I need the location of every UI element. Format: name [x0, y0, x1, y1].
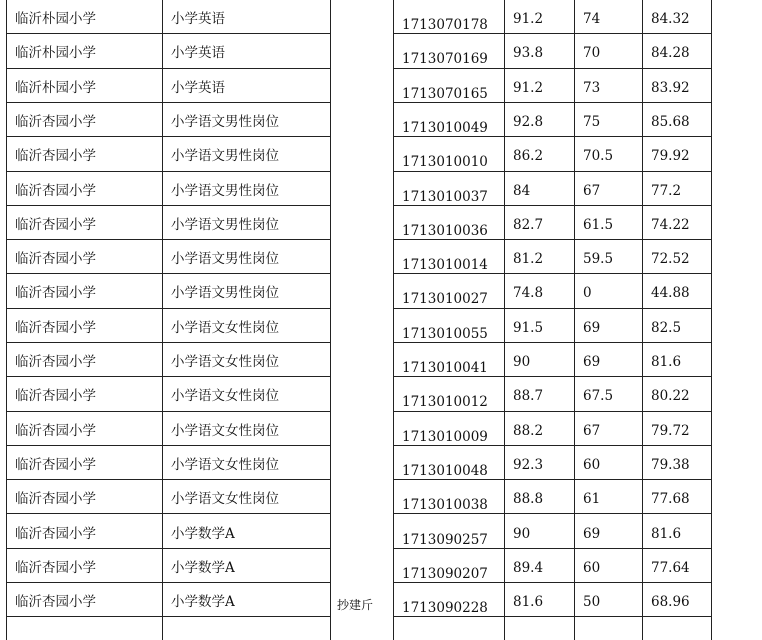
school-cell: 临沂杏园小学 [15, 183, 96, 199]
table-row-divider [393, 102, 712, 103]
total-score-cell: 85.68 [651, 114, 690, 130]
total-score-cell: 79.72 [651, 423, 690, 439]
written-score-cell: 90 [513, 526, 531, 542]
written-score-cell: 91.2 [513, 80, 544, 96]
interview-score-cell: 60 [583, 560, 601, 576]
interview-score-cell: 69 [583, 354, 601, 370]
interview-score-cell: 61.5 [583, 217, 614, 233]
school-cell: 临沂杏园小学 [15, 423, 96, 439]
position-cell: 小学语文女性岗位 [171, 457, 279, 473]
total-score-cell: 77.68 [651, 491, 690, 507]
written-score-cell: 91.2 [513, 11, 544, 27]
total-score-cell: 77.2 [651, 183, 682, 199]
school-cell: 临沂杏园小学 [15, 526, 96, 542]
written-score-cell: 92.8 [513, 114, 544, 130]
position-cell: 小学语文男性岗位 [171, 114, 279, 130]
stray-text: 抄建斤 [337, 598, 374, 612]
table-column-divider [6, 0, 7, 640]
table-row-divider [393, 445, 712, 446]
table-row-divider [393, 205, 712, 206]
table-row-divider [393, 479, 712, 480]
interview-score-cell: 0 [583, 285, 592, 301]
table-row-divider [6, 479, 331, 480]
position-cell: 小学语文女性岗位 [171, 423, 279, 439]
table-row-divider [393, 411, 712, 412]
school-cell: 临沂杏园小学 [15, 560, 96, 576]
table-column-divider [711, 0, 712, 640]
school-cell: 临沂杏园小学 [15, 217, 96, 233]
position-cell: 小学英语 [171, 45, 225, 61]
position-cell: 小学数学A [171, 594, 235, 610]
table-row-divider [393, 513, 712, 514]
position-cell: 小学语文女性岗位 [171, 491, 279, 507]
interview-score-cell: 60 [583, 457, 601, 473]
school-cell: 临沂杏园小学 [15, 114, 96, 130]
table-row-divider [6, 273, 331, 274]
total-score-cell: 84.28 [651, 45, 690, 61]
position-cell: 小学英语 [171, 80, 225, 96]
written-score-cell: 81.2 [513, 251, 544, 267]
exam-id-cell: 1713010036 [402, 223, 488, 239]
written-score-cell: 86.2 [513, 148, 544, 164]
school-cell: 临沂杏园小学 [15, 251, 96, 267]
table-column-divider [642, 0, 643, 640]
total-score-cell: 68.96 [651, 594, 690, 610]
written-score-cell: 81.6 [513, 594, 544, 610]
school-cell: 临沂朴园小学 [15, 80, 96, 96]
total-score-cell: 81.6 [651, 526, 682, 542]
school-cell: 临沂杏园小学 [15, 354, 96, 370]
written-score-cell: 93.8 [513, 45, 544, 61]
table-row-divider [393, 171, 712, 172]
school-cell: 临沂杏园小学 [15, 148, 96, 164]
total-score-cell: 79.38 [651, 457, 690, 473]
interview-score-cell: 67 [583, 423, 601, 439]
exam-id-cell: 1713070169 [402, 51, 488, 67]
total-score-cell: 81.6 [651, 354, 682, 370]
interview-score-cell: 74 [583, 11, 601, 27]
interview-score-cell: 50 [583, 594, 601, 610]
exam-id-cell: 1713010012 [402, 394, 488, 410]
position-cell: 小学语文男性岗位 [171, 251, 279, 267]
total-score-cell: 72.52 [651, 251, 690, 267]
table-column-divider [504, 0, 505, 640]
total-score-cell: 84.32 [651, 11, 690, 27]
table-column-divider [574, 0, 575, 640]
exam-id-cell: 1713010027 [402, 291, 488, 307]
interview-score-cell: 67 [583, 183, 601, 199]
exam-id-cell: 1713090228 [402, 600, 488, 616]
written-score-cell: 88.8 [513, 491, 544, 507]
table-row-divider [393, 33, 712, 34]
table-column-divider [330, 0, 331, 640]
position-cell: 小学数学A [171, 560, 235, 576]
table-row-divider [6, 376, 331, 377]
exam-id-cell: 1713090207 [402, 566, 488, 582]
table-row-divider [393, 582, 712, 583]
table-row-divider [393, 239, 712, 240]
interview-score-cell: 73 [583, 80, 601, 96]
table-row-divider [6, 205, 331, 206]
exam-id-cell: 1713090257 [402, 532, 488, 548]
table-row-divider [6, 513, 331, 514]
position-cell: 小学数学A [171, 526, 235, 542]
table-row-divider [6, 445, 331, 446]
written-score-cell: 74.8 [513, 285, 544, 301]
written-score-cell: 92.3 [513, 457, 544, 473]
interview-score-cell: 69 [583, 526, 601, 542]
table-row-divider [393, 376, 712, 377]
total-score-cell: 44.88 [651, 285, 690, 301]
total-score-cell: 79.92 [651, 148, 690, 164]
total-score-cell: 77.64 [651, 560, 690, 576]
total-score-cell: 80.22 [651, 388, 690, 404]
table-row-divider [6, 411, 331, 412]
exam-id-cell: 1713070178 [402, 17, 488, 33]
table-row-divider [393, 68, 712, 69]
exam-id-cell: 1713010049 [402, 120, 488, 136]
written-score-cell: 88.7 [513, 388, 544, 404]
total-score-cell: 74.22 [651, 217, 690, 233]
written-score-cell: 88.2 [513, 423, 544, 439]
table-column-divider [162, 0, 163, 640]
exam-id-cell: 1713010010 [402, 154, 488, 170]
interview-score-cell: 69 [583, 320, 601, 336]
position-cell: 小学语文男性岗位 [171, 217, 279, 233]
written-score-cell: 90 [513, 354, 531, 370]
exam-id-cell: 1713010014 [402, 257, 488, 273]
written-score-cell: 91.5 [513, 320, 544, 336]
table-row-divider [393, 616, 712, 617]
exam-id-cell: 1713010055 [402, 326, 488, 342]
table-row-divider [6, 308, 331, 309]
table-row-divider [6, 582, 331, 583]
total-score-cell: 83.92 [651, 80, 690, 96]
table-row-divider [6, 102, 331, 103]
exam-id-cell: 1713010048 [402, 463, 488, 479]
table-column-divider [393, 0, 394, 640]
interview-score-cell: 59.5 [583, 251, 614, 267]
position-cell: 小学英语 [171, 11, 225, 27]
exam-id-cell: 1713010038 [402, 497, 488, 513]
table-row-divider [6, 616, 331, 617]
interview-score-cell: 70 [583, 45, 601, 61]
school-cell: 临沂杏园小学 [15, 388, 96, 404]
table-row-divider [6, 68, 331, 69]
table-row-divider [393, 273, 712, 274]
school-cell: 临沂杏园小学 [15, 320, 96, 336]
exam-id-cell: 1713010037 [402, 189, 488, 205]
school-cell: 临沂杏园小学 [15, 491, 96, 507]
interview-score-cell: 70.5 [583, 148, 614, 164]
table-row-divider [393, 308, 712, 309]
table-row-divider [6, 342, 331, 343]
table-row-divider [6, 171, 331, 172]
interview-score-cell: 61 [583, 491, 601, 507]
table-row-divider [6, 548, 331, 549]
school-cell: 临沂杏园小学 [15, 594, 96, 610]
table-row-divider [6, 239, 331, 240]
table-row-divider [6, 33, 331, 34]
written-score-cell: 89.4 [513, 560, 544, 576]
interview-score-cell: 67.5 [583, 388, 614, 404]
position-cell: 小学语文男性岗位 [171, 285, 279, 301]
total-score-cell: 82.5 [651, 320, 682, 336]
table-row-divider [6, 136, 331, 137]
interview-score-cell: 75 [583, 114, 601, 130]
table-row-divider [393, 136, 712, 137]
position-cell: 小学语文女性岗位 [171, 354, 279, 370]
written-score-cell: 84 [513, 183, 531, 199]
position-cell: 小学语文女性岗位 [171, 388, 279, 404]
table-row-divider [393, 342, 712, 343]
school-cell: 临沂杏园小学 [15, 457, 96, 473]
table-row-divider [393, 548, 712, 549]
position-cell: 小学语文女性岗位 [171, 320, 279, 336]
exam-id-cell: 1713010041 [402, 360, 488, 376]
exam-id-cell: 1713010009 [402, 429, 488, 445]
position-cell: 小学语文男性岗位 [171, 183, 279, 199]
school-cell: 临沂朴园小学 [15, 45, 96, 61]
position-cell: 小学语文男性岗位 [171, 148, 279, 164]
written-score-cell: 82.7 [513, 217, 544, 233]
exam-id-cell: 1713070165 [402, 86, 488, 102]
school-cell: 临沂杏园小学 [15, 285, 96, 301]
school-cell: 临沂朴园小学 [15, 11, 96, 27]
